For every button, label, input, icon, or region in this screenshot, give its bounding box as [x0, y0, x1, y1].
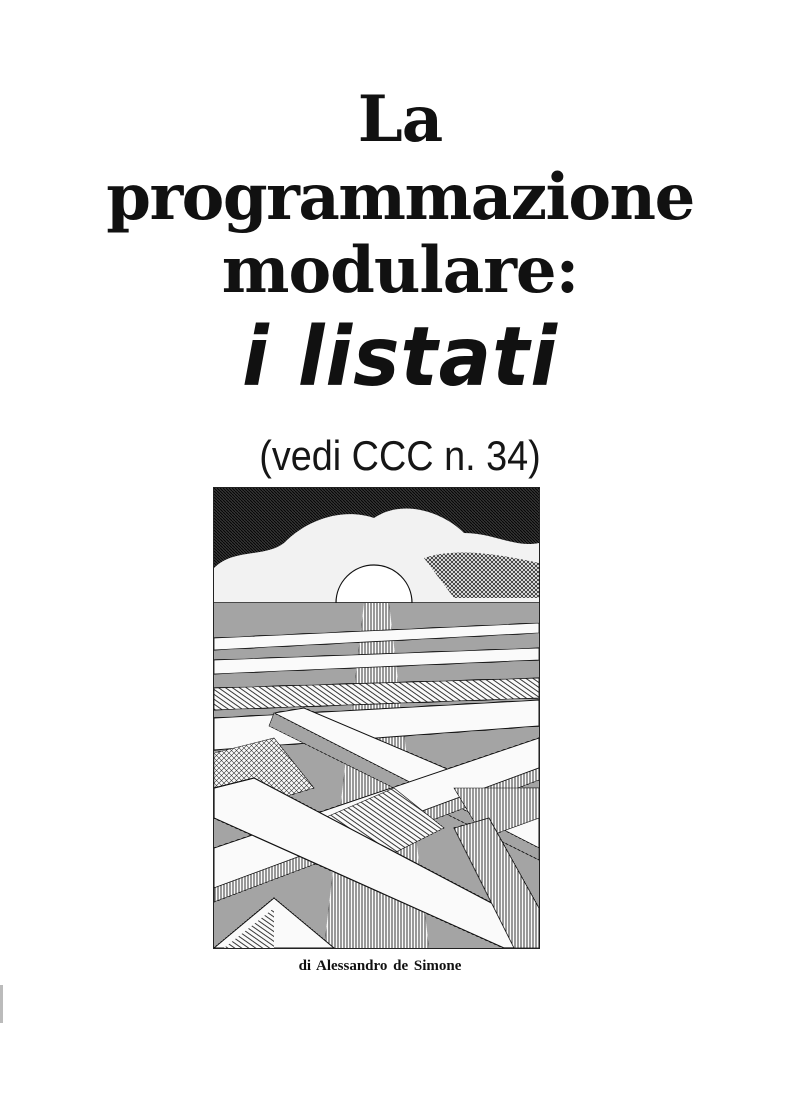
- article-illustration: [213, 487, 540, 949]
- illustration-svg: [214, 488, 539, 948]
- title-line-3: modulare:: [221, 233, 579, 308]
- title-line-1: La: [357, 82, 443, 157]
- scan-edge-mark: [0, 985, 3, 1023]
- author-byline: di Alessandro de Simone: [298, 958, 462, 974]
- title-line-2: programmazione: [106, 160, 694, 235]
- issue-reference: (vedi CCC n. 34): [259, 432, 541, 479]
- title-line-4: i listati: [242, 310, 558, 405]
